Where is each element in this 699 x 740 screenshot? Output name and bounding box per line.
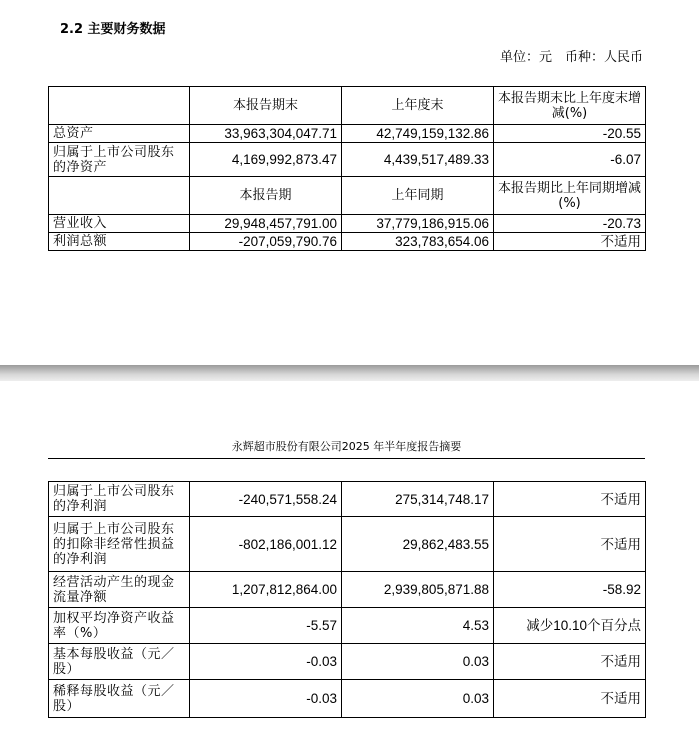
current-value: -0.03 bbox=[190, 644, 342, 680]
change-value: 不适用 bbox=[494, 680, 646, 718]
header-cell bbox=[49, 87, 190, 125]
prior-value: 4,439,517,489.33 bbox=[342, 143, 494, 177]
financial-table-continued bbox=[48, 481, 646, 718]
change-value: -58.92 bbox=[494, 572, 646, 608]
table-row bbox=[49, 215, 646, 233]
row-label: 基本每股收益（元／股） bbox=[49, 644, 190, 680]
current-value: 33,963,304,047.71 bbox=[190, 125, 342, 143]
table-row bbox=[49, 143, 646, 177]
header-cell: 本报告期末比上年度末增减(%) bbox=[494, 87, 646, 125]
header-cell bbox=[49, 177, 190, 215]
change-value: 不适用 bbox=[494, 482, 646, 517]
unit-currency-note: 单位：元 币种：人民币 bbox=[499, 50, 643, 65]
row-label: 归属于上市公司股东的扣除非经常性损益的净利润 bbox=[49, 517, 190, 572]
row-label: 营业收入 bbox=[49, 215, 190, 233]
table-header-row bbox=[49, 87, 646, 125]
header-cell: 本报告期 bbox=[190, 177, 342, 215]
table-row bbox=[49, 125, 646, 143]
page-break bbox=[0, 365, 699, 381]
prior-value: 323,783,654.06 bbox=[342, 233, 494, 251]
table-row bbox=[49, 517, 646, 572]
section-title: 2.2 主要财务数据 bbox=[60, 22, 166, 37]
row-label: 经营活动产生的现金流量净额 bbox=[49, 572, 190, 608]
table-row bbox=[49, 608, 646, 644]
header-cell: 上年同期 bbox=[342, 177, 494, 215]
prior-value: 37,779,186,915.06 bbox=[342, 215, 494, 233]
current-value: 1,207,812,864.00 bbox=[190, 572, 342, 608]
current-value: 4,169,992,873.47 bbox=[190, 143, 342, 177]
prior-value: 0.03 bbox=[342, 644, 494, 680]
row-label: 归属于上市公司股东的净利润 bbox=[49, 482, 190, 517]
table-row bbox=[49, 482, 646, 517]
change-value: -20.73 bbox=[494, 215, 646, 233]
row-label: 总资产 bbox=[49, 125, 190, 143]
financial-table-top bbox=[48, 86, 646, 251]
prior-value: 42,749,159,132.86 bbox=[342, 125, 494, 143]
row-label: 利润总额 bbox=[49, 233, 190, 251]
prior-value: 4.53 bbox=[342, 608, 494, 644]
table-row bbox=[49, 233, 646, 251]
page-running-header: 永辉超市股份有限公司2025 年半年度报告摘要 bbox=[48, 438, 645, 459]
prior-value: 29,862,483.55 bbox=[342, 517, 494, 572]
change-value: 不适用 bbox=[494, 517, 646, 572]
prior-value: 2,939,805,871.88 bbox=[342, 572, 494, 608]
current-value: -802,186,001.12 bbox=[190, 517, 342, 572]
table-header-row bbox=[49, 177, 646, 215]
header-cell: 上年度末 bbox=[342, 87, 494, 125]
row-label: 稀释每股收益（元／股） bbox=[49, 680, 190, 718]
change-value: 减少10.10个百分点 bbox=[494, 608, 646, 644]
table-row bbox=[49, 680, 646, 718]
header-cell: 本报告期比上年同期增减(%) bbox=[494, 177, 646, 215]
table-row bbox=[49, 644, 646, 680]
change-value: -6.07 bbox=[494, 143, 646, 177]
table-row bbox=[49, 572, 646, 608]
current-value: -240,571,558.24 bbox=[190, 482, 342, 517]
current-value: -0.03 bbox=[190, 680, 342, 718]
current-value: 29,948,457,791.00 bbox=[190, 215, 342, 233]
prior-value: 0.03 bbox=[342, 680, 494, 718]
current-value: -5.57 bbox=[190, 608, 342, 644]
row-label: 归属于上市公司股东的净资产 bbox=[49, 143, 190, 177]
change-value: -20.55 bbox=[494, 125, 646, 143]
prior-value: 275,314,748.17 bbox=[342, 482, 494, 517]
change-value: 不适用 bbox=[494, 644, 646, 680]
header-cell: 本报告期末 bbox=[190, 87, 342, 125]
current-value: -207,059,790.76 bbox=[190, 233, 342, 251]
row-label: 加权平均净资产收益率（%） bbox=[49, 608, 190, 644]
change-value: 不适用 bbox=[494, 233, 646, 251]
